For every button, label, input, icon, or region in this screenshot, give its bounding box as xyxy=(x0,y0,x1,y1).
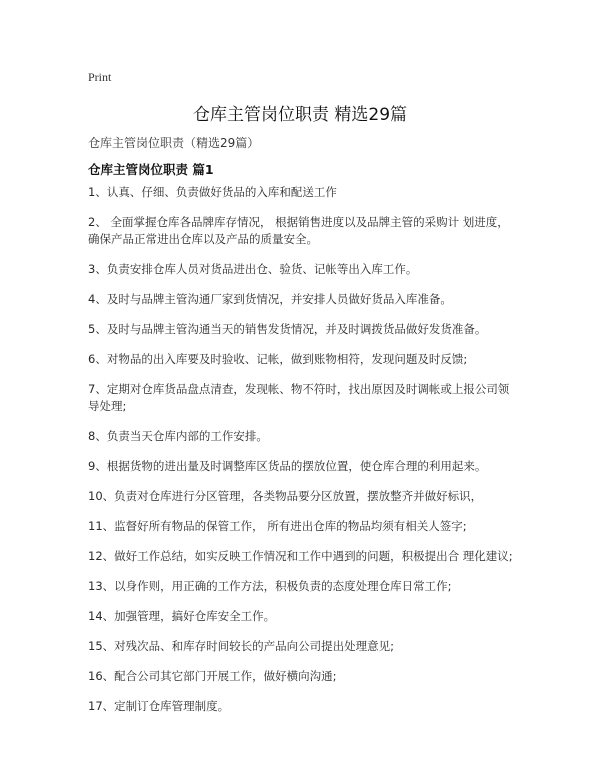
list-item: 9、根据货物的进出量及时调整库区货品的摆放位置，使仓库合理的利用起来。 xyxy=(88,459,487,473)
list-item: 17、定制订仓库管理制度。 xyxy=(88,699,230,713)
list-item: 1、认真、仔细、负责做好货品的入库和配送工作 xyxy=(88,185,337,199)
list-item: 13、以身作则，用正确的工作方法，积极负责的态度处理仓库日常工作; xyxy=(88,579,452,593)
list-item: 4、及时与品牌主管沟通厂家到货情况，并安排人员做好货品入库准备。 xyxy=(88,292,452,306)
list-item: 16、配合公司其它部门开展工作，做好横向沟通; xyxy=(88,669,337,683)
list-item: 15、对残次品、和库存时间较长的产品向公司提出处理意见; xyxy=(88,639,395,653)
list-item: 11、监督好所有物品的保管工作， 所有进出仓库的物品均须有相关人签字; xyxy=(88,519,467,533)
document-subtitle: 仓库主管岗位职责（精选29篇） xyxy=(88,136,260,150)
list-item: 10、负责对仓库进行分区管理，各类物品要分区放置，摆放整齐并做好标识， xyxy=(88,489,483,503)
print-link[interactable]: Print xyxy=(88,70,112,84)
duty-list xyxy=(88,184,518,728)
page-title: 仓库主管岗位职责 精选29篇 xyxy=(192,105,408,125)
list-item: 2、 全面掌握仓库各品牌库存情况， 根据销售进度以及品牌主管的采购计 划进度，确保产品正常进出仓库以及产品的质量安全。 xyxy=(88,215,509,246)
list-item: 5、及时与品牌主管沟通当天的销售发货情况，并及时调拨货品做好发货准备。 xyxy=(88,322,487,336)
list-item: 7、定期对仓库货品盘点清查，发现帐、物不符时，找出原因及时调帐或上报公司领导处理; xyxy=(88,382,510,413)
section-heading: 仓库主管岗位职责 篇1 xyxy=(88,162,214,177)
list-item: 8、负责当天仓库内部的工作安排。 xyxy=(88,429,268,443)
list-item: 6、对物品的出入库要及时验收、记帐，做到账物相符，发现问题及时反馈; xyxy=(88,352,468,366)
list-item: 3、负责安排仓库人员对货品进出仓、验货、记帐等出入库工作。 xyxy=(88,262,418,276)
list-item: 12、做好工作总结，如实反映工作情况和工作中遇到的问题，积极提出合 理化建议; xyxy=(88,549,513,563)
list-item: 14、加强管理，搞好仓库安全工作。 xyxy=(88,609,276,623)
